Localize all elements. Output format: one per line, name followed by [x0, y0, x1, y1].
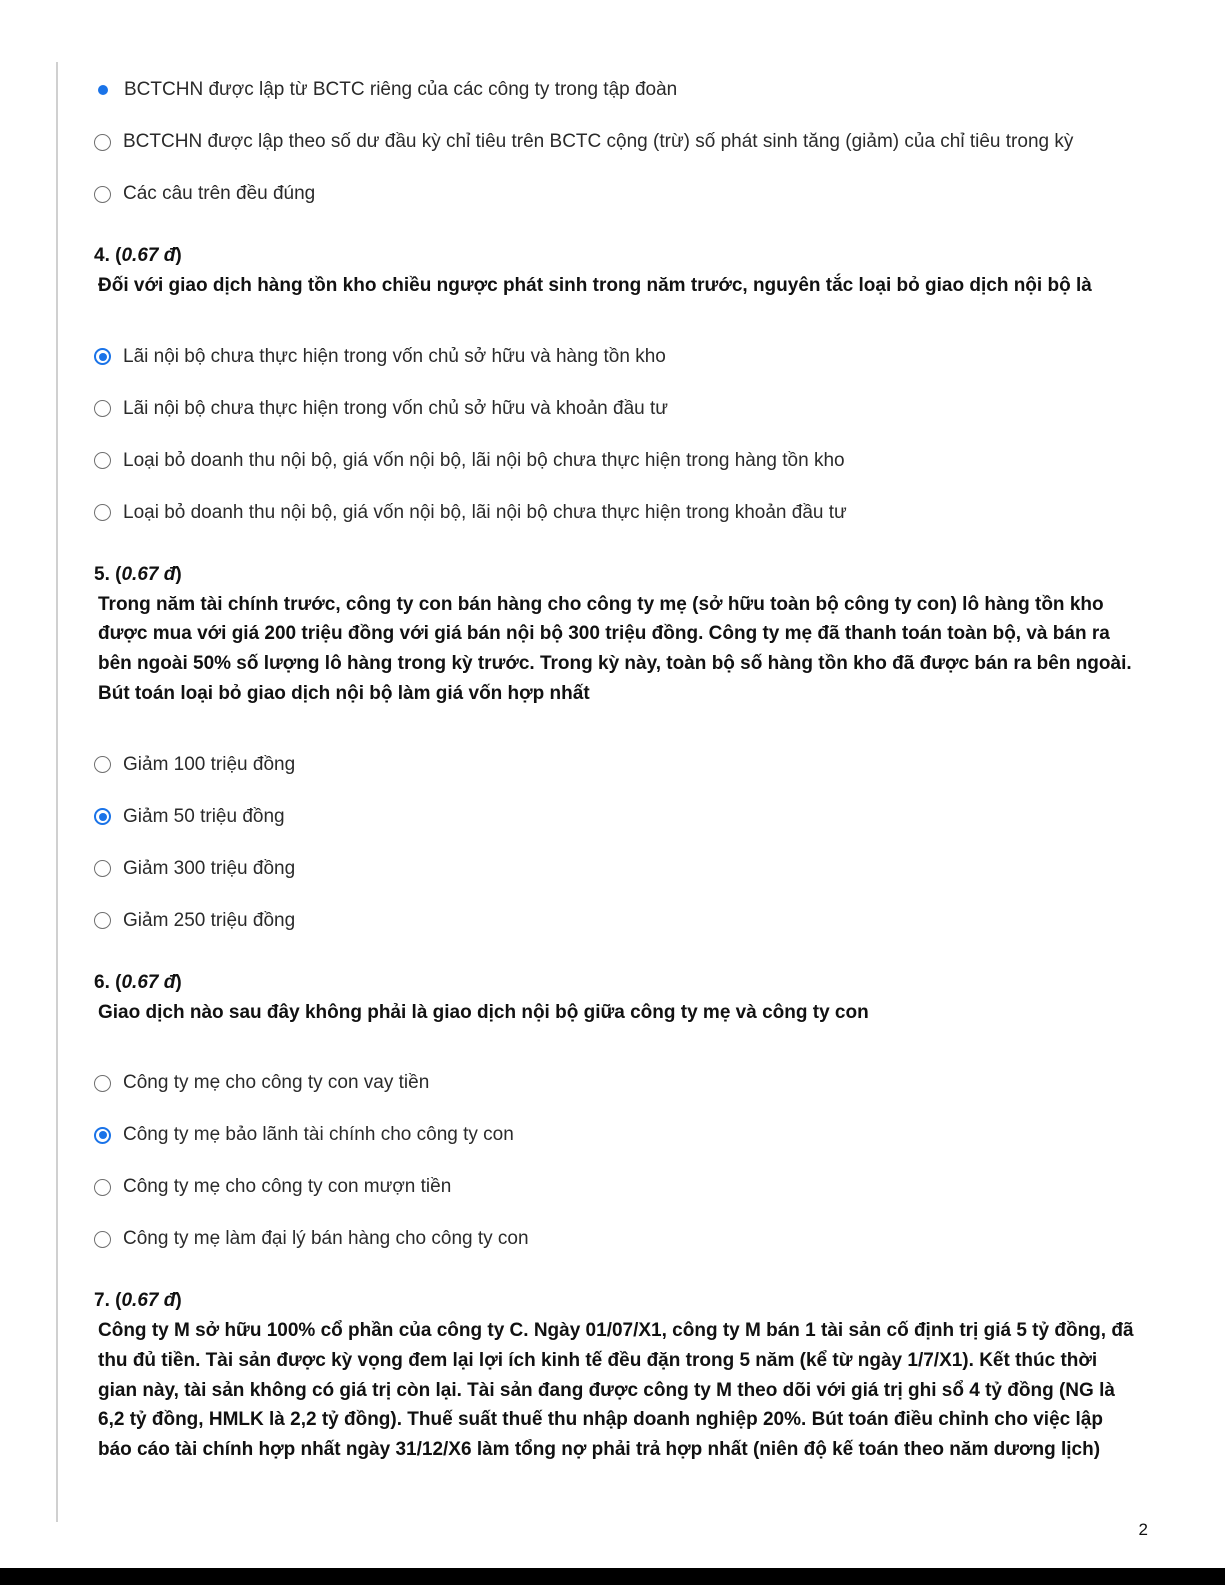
question-header: 6. (0.67 đ) — [94, 971, 182, 993]
option-label: Lãi nội bộ chưa thực hiện trong vốn chủ sở hữu và hàng tồn kho — [123, 345, 666, 367]
radio-button[interactable] — [94, 756, 111, 773]
option-row[interactable] — [94, 1213, 1134, 1265]
question-6 — [94, 968, 1134, 1266]
option-label: Công ty mẹ cho công ty con mượn tiền — [123, 1176, 452, 1198]
radio-button-selected[interactable] — [94, 808, 111, 825]
question-header: 4. (0.67 đ) — [94, 245, 182, 266]
option-row[interactable] — [94, 168, 1134, 220]
radio-button[interactable] — [94, 452, 111, 469]
radio-button[interactable] — [94, 504, 111, 521]
radio-button[interactable] — [94, 1231, 111, 1248]
option-label: Giảm 100 triệu đồng — [123, 753, 296, 775]
bullet-dot-icon — [98, 85, 108, 95]
radio-button[interactable] — [94, 912, 111, 929]
radio-button[interactable] — [94, 1179, 111, 1196]
option-row[interactable] — [94, 64, 1134, 116]
option-label: Giảm 50 triệu đồng — [123, 805, 285, 827]
option-row[interactable] — [94, 383, 1134, 435]
radio-button[interactable] — [94, 134, 111, 151]
question-text: Công ty M sở hữu 100% cổ phần của công ty C. Ngày 01/07/X1, công ty M bán 1 tài sản cố định trị giá 5 tỷ đồng, đã thu đủ tiền. Tài sản được kỳ vọng đem lại lợi ích kinh tế đều đặn trong 5 năm (kể từ ngày 1/7/X1). Kết thúc thời gian này, tài sản không có giá trị còn lại. Tài sản đang được công ty M theo dõi với giá trị ghi sổ 4 tỷ đồng (NG là 6,2 tỷ đồng, HMLK là 2,2 tỷ đồng). Thuế suất thuế thu nhập doanh nghiệp 20%. Bút toán điều chỉnh cho việc lập báo cáo tài chính hợp nhất ngày 31/12/X6 làm tổng nợ phải trả hợp nhất (niên độ kế toán theo năm dương lịch) — [98, 1320, 1134, 1461]
question-number: 6. — [94, 971, 110, 993]
option-label: BCTCHN được lập từ BCTC riêng của các công ty trong tập đoàn — [124, 79, 678, 100]
question-text: Trong năm tài chính trước, công ty con bán hàng cho công ty mẹ (sở hữu toàn bộ công ty con) lô hàng tồn kho được mua với giá 200 triệu đồng với giá bán nội bộ 300 triệu đồng. Công ty mẹ đã thanh toán toàn bộ, và bán ra bên ngoài 50% số lượng lô hàng trong kỳ trước. Trong kỳ này, toàn bộ số hàng tồn kho đã được bán ra bên ngoài. Bút toán loại bỏ giao dịch nội bộ làm giá vốn hợp nhất — [98, 593, 1132, 704]
page-number: 2 — [1138, 1520, 1148, 1539]
radio-button-selected[interactable] — [94, 348, 111, 365]
question-7 — [94, 1286, 1134, 1465]
option-label: Giảm 300 triệu đồng — [123, 857, 296, 879]
quiz-content — [94, 64, 1134, 1495]
question-points: 0.67 đ — [121, 1290, 176, 1312]
question-header: 7. (0.67 đ) — [94, 1290, 182, 1312]
question-points: 0.67 đ — [121, 245, 176, 266]
option-row[interactable] — [94, 739, 1134, 791]
option-row[interactable] — [94, 1057, 1134, 1109]
question-number: 4. — [94, 245, 110, 266]
option-label: Loại bỏ doanh thu nội bộ, giá vốn nội bộ, lãi nội bộ chưa thực hiện trong khoản đầu tư — [123, 501, 847, 523]
bottom-bar — [0, 1568, 1225, 1585]
question-4 — [94, 241, 1134, 539]
question-text: Giao dịch nào sau đây không phải là giao dịch nội bộ giữa công ty mẹ và công ty con — [98, 1001, 869, 1023]
question-5 — [94, 560, 1134, 947]
question-number: 5. — [94, 563, 110, 585]
option-row[interactable] — [94, 435, 1134, 487]
option-row[interactable] — [94, 895, 1134, 947]
option-label: Công ty mẹ làm đại lý bán hàng cho công ty con — [123, 1228, 529, 1250]
option-row[interactable] — [94, 331, 1134, 383]
question-points: 0.67 đ — [121, 971, 176, 993]
option-row[interactable] — [94, 843, 1134, 895]
radio-button-selected[interactable] — [94, 1127, 111, 1144]
question-header: 5. (0.67 đ) — [94, 563, 182, 585]
option-label: Công ty mẹ cho công ty con vay tiền — [123, 1072, 430, 1094]
radio-button[interactable] — [94, 1075, 111, 1092]
question-points: 0.67 đ — [121, 563, 176, 585]
question-number: 7. — [94, 1290, 110, 1312]
option-label: Giảm 250 triệu đồng — [123, 909, 296, 931]
option-row[interactable] — [94, 487, 1134, 539]
option-label: Lãi nội bộ chưa thực hiện trong vốn chủ sở hữu và khoản đầu tư — [123, 397, 669, 419]
left-margin-rule — [56, 62, 58, 1522]
option-label: Các câu trên đều đúng — [123, 183, 316, 204]
option-label: Công ty mẹ bảo lãnh tài chính cho công ty con — [123, 1124, 514, 1146]
option-row[interactable] — [94, 1161, 1134, 1213]
option-row[interactable] — [94, 1109, 1134, 1161]
question-text: Đối với giao dịch hàng tồn kho chiều ngược phát sinh trong năm trước, nguyên tắc loại bỏ giao dịch nội bộ là — [98, 275, 1092, 296]
radio-button[interactable] — [94, 186, 111, 203]
radio-button[interactable] — [94, 400, 111, 417]
option-row[interactable] — [94, 791, 1134, 843]
option-label: BCTCHN được lập theo số dư đầu kỳ chỉ tiêu trên BCTC cộng (trừ) số phát sinh tăng (giảm) của chỉ tiêu trong kỳ — [123, 131, 1074, 152]
option-row[interactable] — [94, 116, 1134, 168]
prev-question-options — [94, 64, 1134, 220]
radio-button[interactable] — [94, 860, 111, 877]
option-label: Loại bỏ doanh thu nội bộ, giá vốn nội bộ, lãi nội bộ chưa thực hiện trong hàng tồn kho — [123, 449, 845, 471]
